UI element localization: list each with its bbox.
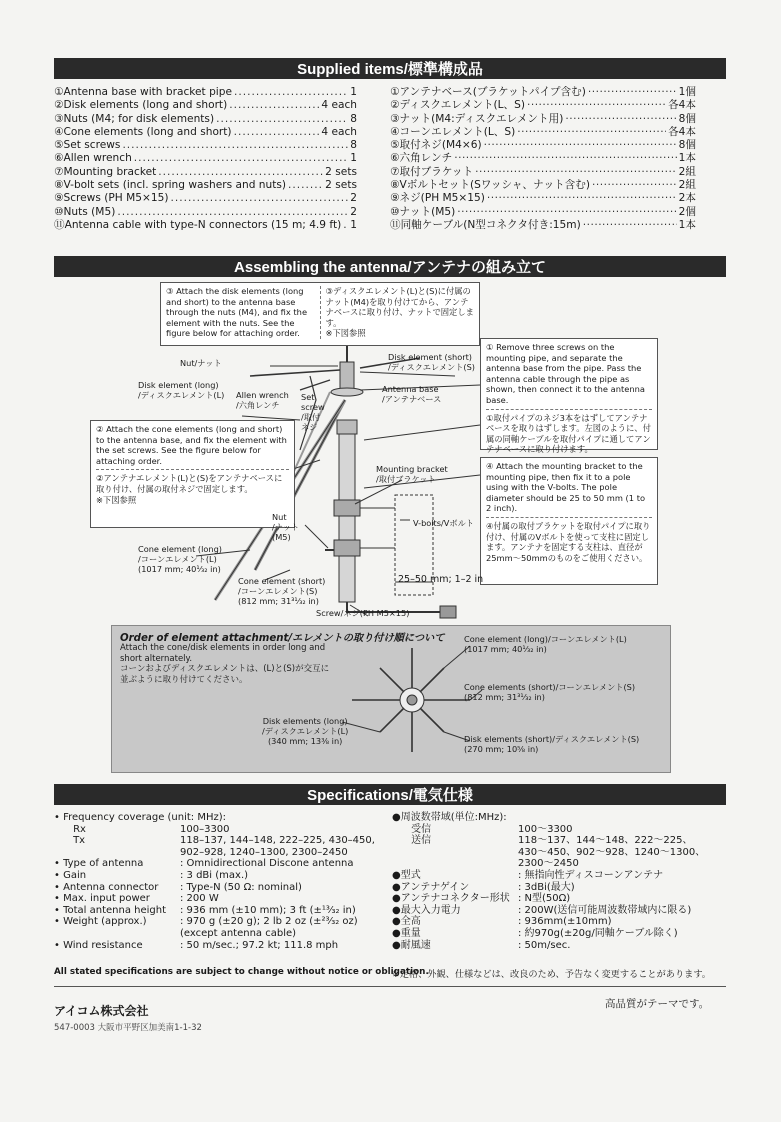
supplied-item-label: ⑤Set screws — [54, 139, 121, 152]
spec-value: : 無指向性ディスコーンアンテナ — [518, 869, 664, 881]
leader-dots — [484, 139, 677, 152]
supplied-items-jp-list — [390, 86, 696, 232]
supplied-items-en-list — [54, 86, 357, 232]
step-1-en: ① Remove three screws on the mounting pipe, and separate the antenna base from the pipe. Pass the antenna cable through the pipe as shown, then connect it to the antenna base. — [486, 342, 645, 405]
spec-value: : 970 g (±20 g); 2 lb 2 oz (±²³⁄₃₂ oz) — [180, 916, 358, 928]
supplied-item-row — [390, 86, 696, 99]
spec-key — [392, 847, 518, 859]
supplied-item-row — [390, 192, 696, 205]
spec-row — [392, 882, 722, 894]
order-text-jp: コーンおよびディスクエレメントは、(L)と(S)が交互に並ぶように取り付けてください。 — [120, 664, 330, 685]
supplied-item-label: ①Antenna base with bracket pipe — [54, 86, 232, 98]
supplied-item-row — [390, 99, 696, 112]
specifications-jp-note: ※定格、外観、仕様などは、改良のため、予告なく変更することがあります。 — [392, 969, 711, 980]
supplied-item-quantity: 2 sets — [325, 179, 357, 192]
spec-key: • Total antenna height — [54, 904, 167, 916]
order-title: Order of element attachment/エレメントの取り付け順について — [120, 633, 445, 644]
step-2-jp: ②アンテナエレメント(L)と(S)をアンテナベースに取り付け、付属の取付ネジで固定します。 — [96, 473, 283, 494]
supplied-item-row — [54, 99, 357, 112]
spec-row — [54, 893, 374, 905]
supplied-item-quantity: 2 — [350, 192, 357, 205]
step-3-box — [160, 282, 480, 346]
spec-value: : 50 m/sec.; 97.2 kt; 111.8 mph — [180, 939, 339, 951]
label-cone-long: Cone element (long) /コーンエレメント(L) (1017 mm; 40¹⁄₃₂ in) — [138, 544, 222, 574]
spec-row — [392, 893, 722, 905]
spec-row — [54, 870, 374, 882]
label-allen-wrench: Allen wrench /六角レンチ — [236, 390, 289, 410]
spec-row — [392, 905, 722, 917]
supplied-item-quantity: 4 each — [321, 99, 357, 112]
label-pole-range: 25–50 mm; 1–2 in — [398, 574, 484, 585]
spec-row — [392, 847, 722, 859]
supplied-item-label: ⑦取付ブラケット — [390, 165, 474, 178]
supplied-item-label: ⑧V-bolt sets (incl. spring washers and nuts) — [54, 179, 287, 192]
order-label-cone-long: Cone element (long)/コーンエレメント(L) (1017 mm; 40¹⁄₃₂ in) — [464, 634, 627, 654]
supplied-item-label: ③ナット(M4:ディスクエレメント用) — [390, 112, 564, 125]
supplied-item-row — [390, 113, 696, 126]
label-mounting-bracket: Mounting bracket /取付ブラケット — [376, 464, 448, 484]
spec-key: ●型式 — [392, 869, 421, 881]
supplied-item-row — [390, 139, 696, 152]
leader-dots — [588, 86, 677, 99]
spec-value: 118–137, 144–148, 222–225, 430–450, — [180, 835, 375, 847]
assembly-title: Assembling the antenna/アンテナの組み立て — [54, 256, 726, 277]
spec-key: • Weight (approx.) — [54, 916, 147, 928]
step-4-jp: ④付属の取付ブラケットを取付パイプに取り付け、付属のVボルトを使って支柱に固定します。アンテナを固定する支柱は、直径が25mm〜50mmのものをご使用ください。 — [486, 517, 652, 563]
step-1-jp: ①取付パイプのネジ3本をはずしてアンテナベースを取りはずします。左図のように、付属の同軸ケーブルを取付パイプに通してアンテナベースに取り付けます。 — [486, 409, 652, 455]
order-label-disk-long: Disk elements (long) /ディスクエレメント(L) (340 mm; 13⅜ in) — [262, 716, 349, 746]
spec-row — [392, 916, 722, 928]
spec-value: : 50m/sec. — [518, 939, 571, 951]
supplied-item-row — [54, 219, 357, 232]
leader-dots — [134, 152, 348, 165]
leader-dots — [117, 206, 348, 219]
leader-dots — [475, 166, 677, 179]
spec-key: • Antenna connector — [54, 881, 159, 893]
spec-value: : 3 dBi (max.) — [180, 869, 249, 881]
specifications-jp-list — [392, 812, 722, 951]
footer-address: 547-0003 大阪市平野区加美南1-1-32 — [54, 1023, 202, 1033]
spec-value: : 3dBi(最大) — [518, 881, 575, 893]
spec-row — [392, 928, 722, 940]
spec-row — [392, 858, 722, 870]
leader-dots — [454, 152, 676, 165]
supplied-item-row — [54, 166, 357, 179]
specifications-en-list — [54, 812, 374, 951]
supplied-item-label: ④コーンエレメント(L、S) — [390, 125, 516, 138]
step-2-en: ② Attach the cone elements (long and short) to the antenna base, and fix the element with the set screws. See the figure below for attaching order. — [96, 424, 287, 466]
spec-row — [54, 847, 374, 859]
spec-key: • Gain — [54, 869, 87, 881]
leader-dots — [457, 206, 676, 219]
supplied-item-label: ③Nuts (M4; for disk elements) — [54, 112, 215, 125]
step-4-en: ④ Attach the mounting bracket to the mounting pipe, then fix it to a pole using with the V-bolts. The pole diameter should be 25 to 50 mm (1 to 2 inch). — [486, 461, 646, 514]
supplied-item-quantity: 1 — [350, 218, 357, 231]
spec-key: ●最大入力電力 — [392, 904, 461, 916]
label-disk-short: Disk element (short) /ディスクエレメント(S) — [388, 352, 475, 372]
spec-row — [392, 870, 722, 882]
supplied-item-quantity: 2 — [350, 205, 357, 218]
spec-row — [54, 928, 374, 940]
spec-row — [54, 824, 374, 836]
spec-value: (except antenna cable) — [180, 927, 297, 939]
supplied-item-row — [54, 192, 357, 205]
supplied-item-row — [54, 179, 357, 192]
leader-dots — [527, 99, 666, 112]
supplied-item-quantity: 8個 — [678, 139, 696, 152]
supplied-item-quantity: 1 — [350, 152, 357, 165]
spec-key: • Type of antenna — [54, 858, 144, 870]
supplied-item-label: ⑧Vボルトセット(Sワッシャ、ナット含む) — [390, 179, 590, 192]
supplied-item-row — [54, 206, 357, 219]
supplied-item-label: ⑩Nuts (M5) — [54, 205, 116, 218]
spec-key: ●周波数帯域(単位:MHz): — [392, 812, 507, 823]
step-3-ref: ※下図参照 — [325, 328, 366, 339]
spec-row — [54, 905, 374, 917]
step-1-box — [480, 338, 658, 455]
supplied-item-quantity: 2本 — [678, 192, 696, 205]
spec-value: : Omnidirectional Discone antenna — [180, 858, 354, 870]
spec-row — [392, 940, 722, 952]
spec-value: : 200W(送信可能周波数帯域内に限る) — [518, 904, 692, 916]
supplied-item-row — [390, 126, 696, 139]
leader-dots — [517, 126, 666, 139]
supplied-item-label: ⑨ネジ(PH M5×15) — [390, 192, 485, 205]
spec-key: ●耐風速 — [392, 939, 431, 951]
supplied-item-row — [390, 206, 696, 219]
supplied-item-row — [54, 86, 357, 99]
supplied-item-quantity: 2 sets — [325, 165, 357, 178]
order-section — [111, 625, 671, 773]
spec-key: Rx — [54, 823, 86, 835]
label-screw: Screw/ネジ(PH M5×15) — [316, 608, 410, 618]
spec-row — [392, 835, 722, 847]
supplied-item-quantity: 2組 — [678, 165, 696, 178]
spec-value: 100〜3300 — [518, 823, 573, 835]
step-2-ref: ※下図参照 — [96, 494, 137, 505]
leader-dots — [592, 179, 677, 192]
leader-dots — [216, 113, 348, 126]
supplied-item-row — [54, 139, 357, 152]
spec-value: 430〜450、902〜928、1240〜1300、 — [518, 846, 706, 858]
step-3-en: ③ Attach the disk elements (long and short) to the antenna base through the nuts (M4), and fix the element with the nuts. See the figure below for attaching order. — [166, 286, 308, 339]
spec-key: • Wind resistance — [54, 939, 143, 951]
leader-dots — [170, 192, 348, 205]
supplied-item-label: ①アンテナベース(ブラケットパイプ含む) — [390, 86, 586, 98]
spec-key — [392, 858, 518, 870]
leader-dots — [487, 192, 677, 205]
spec-row — [54, 835, 374, 847]
spec-value: : N型(50Ω) — [518, 893, 571, 905]
spec-row — [54, 812, 374, 824]
supplied-item-label: ②ディスクエレメント(L、S) — [390, 99, 525, 112]
spec-value: 902–928, 1240–1300, 2300–2450 — [180, 846, 348, 858]
leader-dots — [343, 219, 348, 232]
spec-value: 118〜137、144〜148、222〜225、 — [518, 835, 693, 847]
footer-company: アイコム株式会社 — [54, 1004, 149, 1018]
supplied-item-row — [54, 152, 357, 165]
step-4-box — [480, 457, 658, 585]
spec-key: ●重量 — [392, 927, 421, 939]
supplied-item-label: ⑨Screws (PH M5×15) — [54, 192, 169, 205]
label-nut: Nut/ナット — [180, 358, 222, 368]
order-label-disk-short: Disk elements (short)/ディスクエレメント(S) (270 mm; 10⅝ in) — [464, 734, 640, 754]
spec-key: • Max. input power — [54, 893, 150, 905]
supplied-item-row — [54, 113, 357, 126]
supplied-item-quantity: 4 each — [321, 125, 357, 138]
step-3-jp: ③ディスクエレメント(L)と(S)に付属のナット(M4)を取り付けてから、アンテナベースに取り付け、ナットで固定します。 — [325, 286, 474, 328]
spec-key: 受信 — [392, 823, 432, 835]
footer-divider — [54, 986, 726, 987]
supplied-item-row — [54, 126, 357, 139]
supplied-item-label: ⑥六角レンチ — [390, 152, 453, 165]
supplied-item-label: ⑥Allen wrench — [54, 152, 132, 165]
label-cone-short: Cone element (short) /コーンエレメント(S) (812 mm; 31³¹⁄₃₂ in) — [238, 576, 326, 606]
supplied-item-quantity: 各4本 — [668, 99, 696, 112]
supplied-item-row — [390, 219, 696, 232]
footer-slogan: 高品質がテーマです。 — [605, 998, 710, 1010]
supplied-item-quantity: 8 — [350, 112, 357, 125]
supplied-item-quantity: 8個 — [678, 112, 696, 125]
spec-row — [54, 882, 374, 894]
order-text-en: Attach the cone/disk elements in order long and short alternately. — [120, 643, 326, 664]
supplied-item-quantity: 1本 — [678, 218, 696, 231]
spec-value: : 936 mm (±10 mm); 3 ft (±¹³⁄₃₂ in) — [180, 904, 356, 916]
specifications-en-note: All stated specifications are subject to change without notice or obligation. — [54, 967, 429, 977]
spec-row — [392, 824, 722, 836]
supplied-item-label: ②Disk elements (long and short) — [54, 99, 228, 112]
supplied-item-label: ⑩ナット(M5) — [390, 205, 456, 218]
supplied-item-row — [390, 179, 696, 192]
supplied-item-label: ⑪Antenna cable with type-N connectors (15 m; 4.9 ft) — [54, 218, 342, 231]
order-label-cone-short: Cone elements (short)/コーンエレメント(S) (812 mm; 31³¹⁄₃₂ in) — [464, 682, 636, 702]
spec-key: ●アンテナゲイン — [392, 881, 470, 893]
leader-dots — [229, 99, 319, 112]
spec-value: : 約970g(±20g/同軸ケーブル除く) — [518, 927, 678, 939]
spec-value: 2300〜2450 — [518, 858, 579, 870]
supplied-item-row — [390, 166, 696, 179]
spec-row — [54, 916, 374, 928]
label-antenna-base: Antenna base /アンテナベース — [382, 384, 442, 404]
supplied-item-quantity: 8 — [350, 139, 357, 152]
spec-row — [392, 812, 722, 824]
spec-row — [54, 940, 374, 952]
supplied-item-label: ⑤取付ネジ(M4×6) — [390, 139, 482, 152]
supplied-item-quantity: 2個 — [678, 205, 696, 218]
spec-value: : Type-N (50 Ω: nominal) — [180, 881, 302, 893]
supplied-item-quantity: 1本 — [678, 152, 696, 165]
spec-key — [54, 928, 180, 940]
supplied-item-label: ⑦Mounting bracket — [54, 165, 157, 178]
supplied-item-quantity: 1 — [350, 86, 357, 98]
leader-dots — [158, 166, 323, 179]
spec-row — [54, 858, 374, 870]
label-vbolts: V-bolts/Vボルト — [413, 518, 474, 528]
leader-dots — [583, 219, 677, 232]
leader-dots — [288, 179, 323, 192]
spec-key: ●アンテナコネクター形状 — [392, 893, 510, 905]
supplied-item-quantity: 1個 — [678, 86, 696, 98]
label-set-screw: Set screw /取付 ネジ — [301, 392, 325, 432]
leader-dots — [122, 139, 348, 152]
supplied-item-row — [390, 152, 696, 165]
spec-key: 送信 — [392, 835, 432, 847]
supplied-item-quantity: 各4本 — [668, 125, 696, 138]
specifications-title: Specifications/電気仕様 — [54, 784, 726, 805]
spec-key: • Frequency coverage (unit: MHz): — [54, 812, 227, 823]
spec-value: 100–3300 — [180, 823, 230, 835]
supplied-item-label: ⑪同軸ケーブル(N型コネクタ付き:15m) — [390, 218, 581, 231]
leader-dots — [565, 113, 676, 126]
supplied-items-title: Supplied items/標準構成品 — [54, 58, 726, 79]
spec-value: : 936mm(±10mm) — [518, 916, 612, 928]
leader-dots — [234, 86, 348, 99]
leader-dots — [234, 126, 320, 139]
label-disk-long: Disk element (long) /ディスクエレメント(L) — [138, 380, 225, 400]
label-nut-m5: Nut /ナット (M5) — [272, 512, 300, 542]
supplied-item-label: ④Cone elements (long and short) — [54, 125, 232, 138]
supplied-item-quantity: 2組 — [678, 179, 696, 192]
spec-value: : 200 W — [180, 893, 219, 905]
spec-key — [54, 847, 180, 859]
spec-key: Tx — [54, 835, 86, 847]
step-2-box — [90, 420, 295, 528]
spec-key: ●全高 — [392, 916, 421, 928]
